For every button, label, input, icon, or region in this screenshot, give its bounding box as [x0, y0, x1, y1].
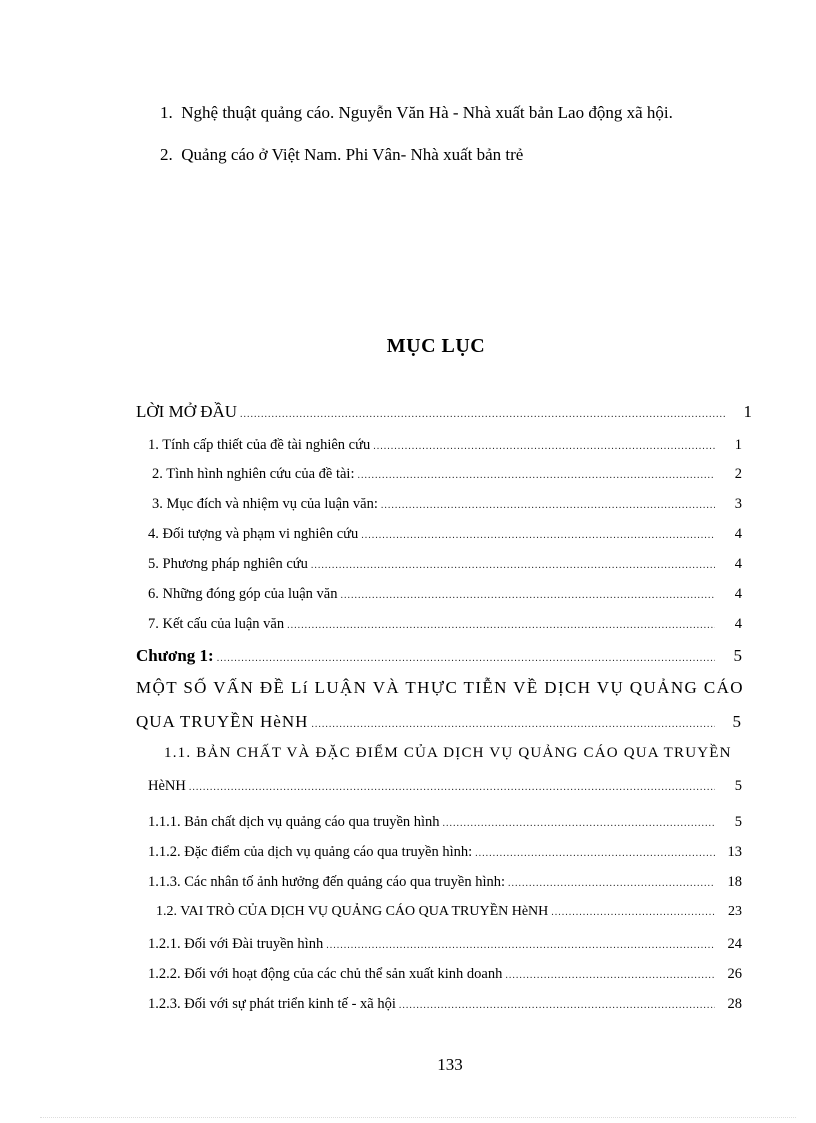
toc-leader [373, 437, 715, 457]
toc-entry-text: 1.1. BẢN CHẤT VÀ ĐẶC ĐIỂM CỦA DỊCH VỤ QUẢNG CÁO QUA TRUYỀN [164, 745, 732, 761]
toc-page-number: 4 [734, 526, 742, 542]
toc-leader [340, 586, 715, 606]
toc-leader [551, 903, 715, 923]
toc-entry-text: HèNH [148, 778, 186, 794]
toc-page-number: 2 [734, 466, 742, 482]
toc-entry [148, 934, 742, 956]
toc-page-number: 5 [734, 814, 742, 830]
page-number: 133 [437, 1055, 463, 1074]
toc-page-number: 13 [727, 844, 742, 860]
toc-page-number: 5 [733, 646, 742, 665]
toc-entry [136, 712, 742, 735]
toc-entry [148, 994, 742, 1016]
toc-page-number: 4 [734, 556, 742, 572]
reference-list [160, 100, 800, 184]
toc-entry-text: 1.2.1. Đối với Đài truyền hình [148, 936, 324, 952]
toc-page-number: 18 [727, 874, 742, 890]
toc-leader [217, 649, 715, 669]
toc-leader [311, 715, 715, 735]
toc-entry-text: 1.1.3. Các nhân tố ảnh hưởng đến quảng cáo qua truyền hình: [148, 874, 505, 890]
toc-leader [443, 814, 715, 834]
toc-page-number: 23 [728, 904, 742, 919]
toc-page-number: 24 [727, 936, 742, 952]
toc-page-number: 3 [734, 496, 742, 512]
toc-leader [505, 966, 715, 986]
toc-entry-text: 1.2.3. Đối với sự phát triển kinh tế - xã hội [148, 996, 396, 1012]
reference-text: Quảng cáo ở Việt Nam. Phi Vân- Nhà xuất bản trẻ [181, 145, 524, 164]
toc-entry [136, 402, 752, 425]
toc-title: MỤC LỤC [386, 335, 486, 357]
toc-entry [148, 812, 742, 834]
toc-entry [148, 964, 742, 986]
toc-entry-text: 4. Đối tượng và phạm vi nghiên cứu [148, 526, 359, 542]
toc-entry-text: 6. Những đóng góp của luận văn [148, 586, 338, 602]
toc-entry [148, 524, 742, 546]
toc-leader [475, 844, 715, 864]
toc-entry [148, 614, 742, 636]
toc-entry-text: 3. Mục đích và nhiệm vụ của luận văn: [152, 496, 378, 512]
toc-entry-text: MỘT SỐ VẤN ĐỀ Lí LUẬN VÀ THỰC TIỄN VỀ DỊCH VỤ QUẢNG CÁO [136, 678, 744, 697]
toc-entry [148, 584, 742, 606]
toc-entry-text: 1.2.2. Đối với hoạt động của các chủ thể sản xuất kinh doanh [148, 966, 503, 982]
toc-entry-text: 1.2. VAI TRÒ CỦA DỊCH VỤ QUẢNG CÁO QUA TRUYỀN HèNH [156, 904, 549, 919]
toc-leader [287, 616, 715, 636]
toc-page-number: 5 [734, 778, 742, 794]
toc-entry-text: 2. Tình hình nghiên cứu của đề tài: [152, 466, 355, 482]
toc-leader [311, 556, 715, 576]
toc-entry-text: 1. Tính cấp thiết của đề tài nghiên cứu [148, 437, 371, 453]
toc-entry [156, 902, 742, 923]
toc-page-number: 4 [734, 616, 742, 632]
toc-page-number: 28 [727, 996, 742, 1012]
toc-entry [148, 435, 742, 457]
toc-entry [152, 464, 742, 486]
toc-entry-text: 1.1.1. Bản chất dịch vụ quảng cáo qua truyền hình [148, 814, 440, 830]
toc-entry-text: 7. Kết cấu của luận văn [148, 616, 285, 632]
toc-entry [148, 776, 742, 798]
toc-page-number: 1 [734, 437, 742, 453]
toc-leader [508, 874, 715, 894]
toc-page-number: 26 [727, 966, 742, 982]
toc-entry-text: 1.1.2. Đặc điểm của dịch vụ quảng cáo qua truyền hình: [148, 844, 473, 860]
toc-leader [240, 405, 725, 425]
toc-entry-text: 5. Phương pháp nghiên cứu [148, 556, 308, 572]
toc-entry [136, 646, 742, 669]
toc-entry-text: Chương 1: [136, 646, 214, 665]
reference-item [160, 100, 800, 142]
toc-entry [148, 554, 742, 576]
toc-page-number: 4 [734, 586, 742, 602]
reference-text: Nghệ thuật quảng cáo. Nguyễn Văn Hà - Nhà xuất bản Lao động xã hội. [181, 103, 673, 122]
reference-number: 2. [160, 145, 173, 164]
toc-leader [381, 496, 715, 516]
reference-number: 1. [160, 103, 173, 122]
toc-page-number: 5 [732, 712, 742, 731]
toc-page-number: 1 [743, 402, 752, 421]
toc-entry-text: QUA TRUYỀN HèNH [136, 712, 309, 731]
toc-leader [326, 936, 715, 956]
toc-entry [148, 872, 742, 894]
toc-leader [189, 778, 715, 798]
toc-leader [361, 526, 715, 546]
toc-entry [148, 842, 742, 864]
toc-leader [399, 996, 715, 1016]
toc-entry-text: LỜI MỞ ĐẦU [136, 402, 238, 421]
toc-leader [358, 466, 716, 486]
footer-divider [40, 1117, 796, 1118]
toc-entry [152, 494, 742, 516]
reference-item [160, 142, 800, 184]
